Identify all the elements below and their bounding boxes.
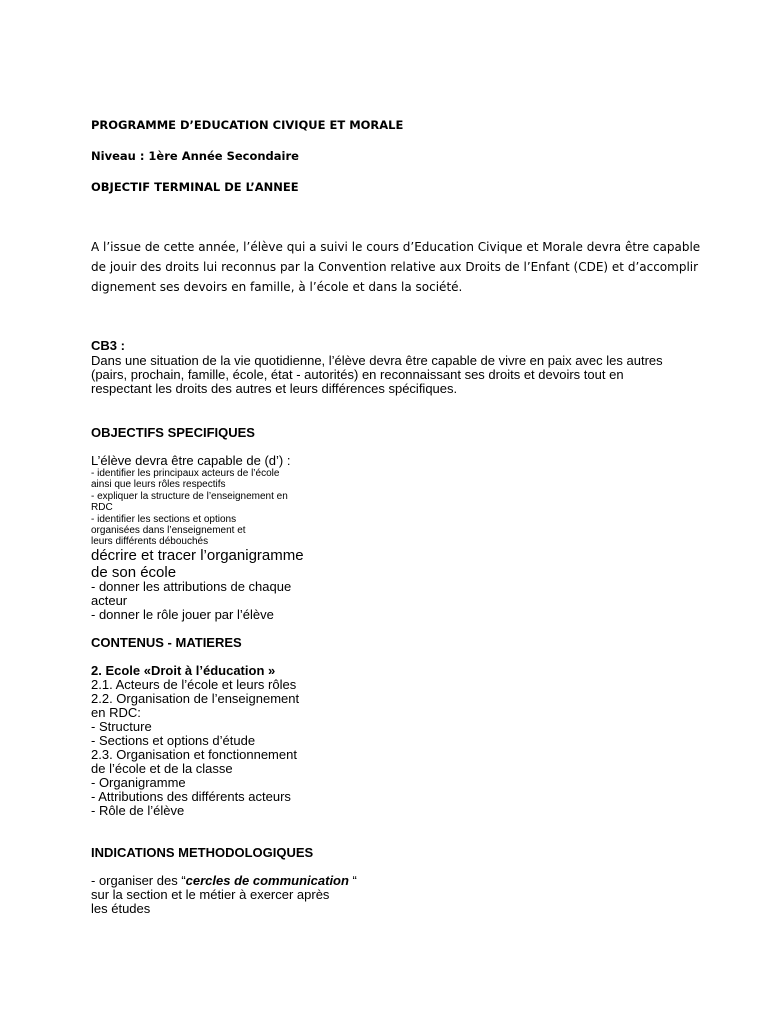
objective-line: acteur <box>91 593 128 608</box>
contents-line: 2.1. Acteurs de l’école et leurs rôles <box>91 677 297 692</box>
objective-line: - identifier les principaux acteurs de l’école <box>91 468 280 479</box>
contents-line: - Attributions des différents acteurs <box>91 789 291 804</box>
contents-line: 2.3. Organisation et fonctionnement <box>91 747 297 762</box>
contents-line: 2.2. Organisation de l’enseignement <box>91 691 300 706</box>
methodology-line: sur la section et le métier à exercer après <box>91 887 330 902</box>
contents-line: en RDC: <box>91 705 141 720</box>
contents-line: - Structure <box>91 719 152 734</box>
objective-line-large: décrire et tracer l’organigramme <box>91 547 304 564</box>
objective-line-large: de son école <box>91 564 177 581</box>
objective-line: leurs différents débouchés <box>91 536 209 547</box>
intro-line: dignement ses devoirs en famille, à l’école et dans la société. <box>91 280 463 294</box>
objective-line: - donner le rôle jouer par l’élève <box>91 607 274 622</box>
specific-objectives-lead: L’élève devra être capable de (d’) : <box>91 453 291 468</box>
contents-line: - Organigramme <box>91 775 186 790</box>
contents-heading: CONTENUS - MATIERES <box>91 635 242 650</box>
cb3-heading: CB3 : <box>91 338 125 353</box>
contents-line: - Rôle de l’élève <box>91 803 185 818</box>
level-line: Niveau : 1ère Année Secondaire <box>91 149 299 163</box>
specific-objectives-heading: OBJECTIFS SPECIFIQUES <box>91 425 255 440</box>
contents-line: de l’école et de la classe <box>91 761 233 776</box>
contents-section-title: 2. Ecole «Droit à l’éducation » <box>91 663 276 678</box>
intro-line: de jouir des droits lui reconnus par la Convention relative aux Droits de l’Enfant (CDE) et d’accomplir <box>91 260 699 274</box>
methodology-heading: INDICATIONS METHODOLOGIQUES <box>91 845 314 860</box>
contents-line: - Sections et options d’étude <box>91 733 256 748</box>
methodology-emphasis: cercles de communication <box>185 873 349 888</box>
objective-line: - expliquer la structure de l’enseignement en <box>91 491 288 502</box>
objective-line: ainsi que leurs rôles respectifs <box>91 479 226 490</box>
cb3-line: Dans une situation de la vie quotidienne, l’élève devra être capable de vivre en paix avec les autres <box>91 353 663 368</box>
objective-line: - identifier les sections et options <box>91 514 237 525</box>
terminal-objective-heading: OBJECTIF TERMINAL DE L’ANNEE <box>91 180 299 194</box>
cb3-line: (pairs, prochain, famille, école, état - autorités) en reconnaissant ses droits et devoirs tout en <box>91 367 624 382</box>
methodology-line <box>91 874 357 888</box>
intro-line: A l’issue de cette année, l’élève qui a suivi le cours d’Education Civique et Morale devra être capable <box>91 240 701 254</box>
document-title: PROGRAMME D’EDUCATION CIVIQUE ET MORALE <box>91 118 404 132</box>
methodology-prefix: - organiser des “ <box>91 873 186 888</box>
objective-line: RDC <box>91 502 113 513</box>
objective-line: - donner les attributions de chaque <box>91 579 292 594</box>
cb3-line: respectant les droits des autres et leurs différences spécifiques. <box>91 381 458 396</box>
objective-line: organisées dans l’enseignement et <box>91 525 246 536</box>
methodology-suffix: “ <box>348 873 357 888</box>
methodology-line: les études <box>91 901 151 916</box>
